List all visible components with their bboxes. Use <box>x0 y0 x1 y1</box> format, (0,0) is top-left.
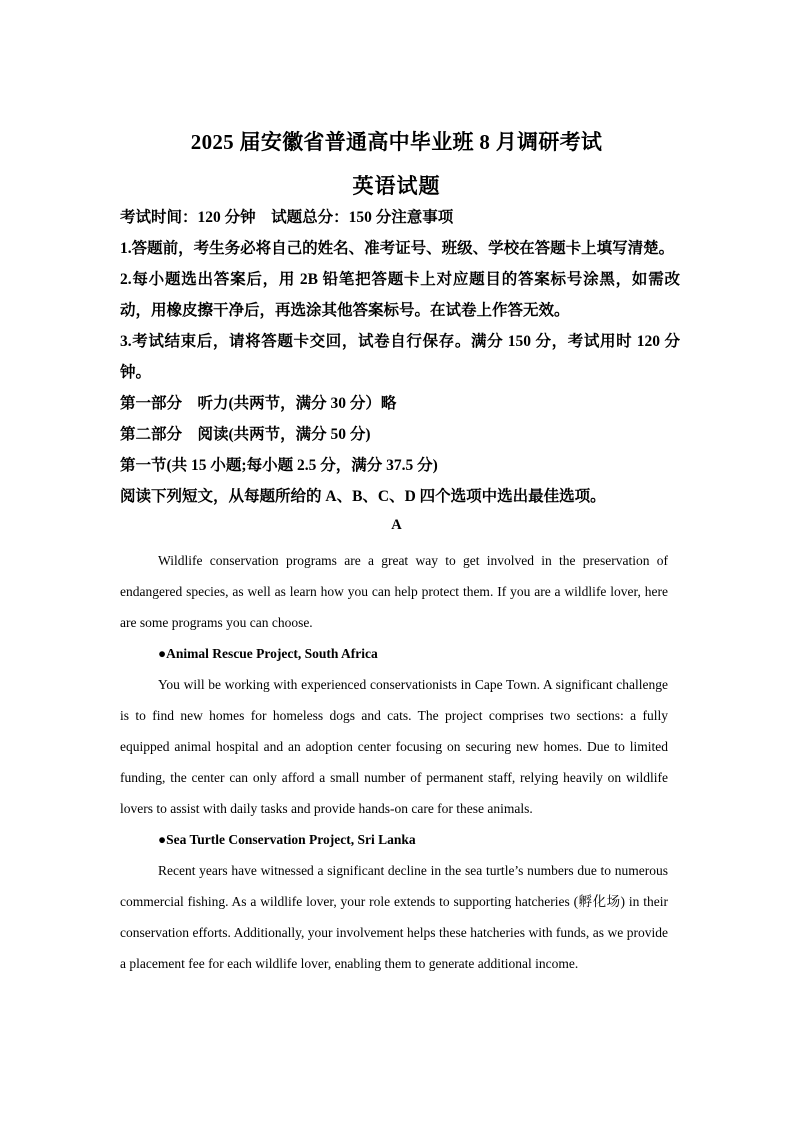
program-heading: ●Animal Rescue Project, South Africa <box>158 646 378 661</box>
exam-instructions <box>120 202 680 512</box>
exam-title: 2025 届安徽省普通高中毕业班 8 月调研考试 <box>190 130 603 154</box>
instruction-line: 1.答题前，考生务必将自己的姓名、准考证号、班级、学校在答题卡上填写清楚。 <box>120 240 675 257</box>
program-description: Recent years have witnessed a significant decline in the sea turtle’s numbers due to numerous commercial fishing. As a wildlife lover, your role extends to supporting hatcheries (孵化场) in their conservation efforts. Additionally, your involvement helps these hatcheries with funds, as we provide a placement fee for each wildlife lover, enabling them to generate additional income. <box>120 863 668 971</box>
instruction-line: 3.考试结束后，请将答题卡交回，试卷自行保存。满分 150 分，考试用时 120 分 <box>120 333 680 350</box>
instruction-line: 钟。 <box>120 364 152 381</box>
program-heading: ●Sea Turtle Conservation Project, Sri Lanka <box>158 832 416 847</box>
exam-subtitle: 英语试题 <box>352 174 441 198</box>
passage-intro: Wildlife conservation programs are a great way to get involved in the preservation of endangered species, as well as learn how you can help protect them. If you are a wildlife lover, here are some programs you can choose. <box>120 553 668 630</box>
program-description: You will be working with experienced conservationists in Cape Town. A significant challenge is to find new homes for homeless dogs and cats. The project comprises two sections: a fully equipped animal hospital and an adoption center focusing on securing new homes. Due to limited funding, the center can only afford a small number of permanent staff, relying heavily on wildlife lovers to assist with daily tasks and provide hands-on care for these animals. <box>120 677 668 816</box>
instruction-line: 阅读下列短文，从每题所给的 A、B、C、D 四个选项中选出最佳选项。 <box>120 488 606 505</box>
instruction-line: 2.每小题选出答案后，用 2B 铅笔把答题卡上对应题目的答案标号涂黑，如需改 <box>120 271 680 288</box>
instruction-line: 第一节(共 15 小题;每小题 2.5 分，满分 37.5 分) <box>120 457 438 474</box>
instruction-line: 第二部分 阅读(共两节，满分 50 分) <box>120 426 371 443</box>
instruction-line: 动，用橡皮擦干净后，再选涂其他答案标号。在试卷上作答无效。 <box>120 302 570 319</box>
instruction-line: 考试时间：120 分钟 试题总分：150 分注意事项 <box>120 209 454 226</box>
instruction-line: 第一部分 听力(共两节，满分 30 分）略 <box>120 395 397 412</box>
reading-passage <box>120 545 668 979</box>
passage-label: A <box>391 517 402 533</box>
